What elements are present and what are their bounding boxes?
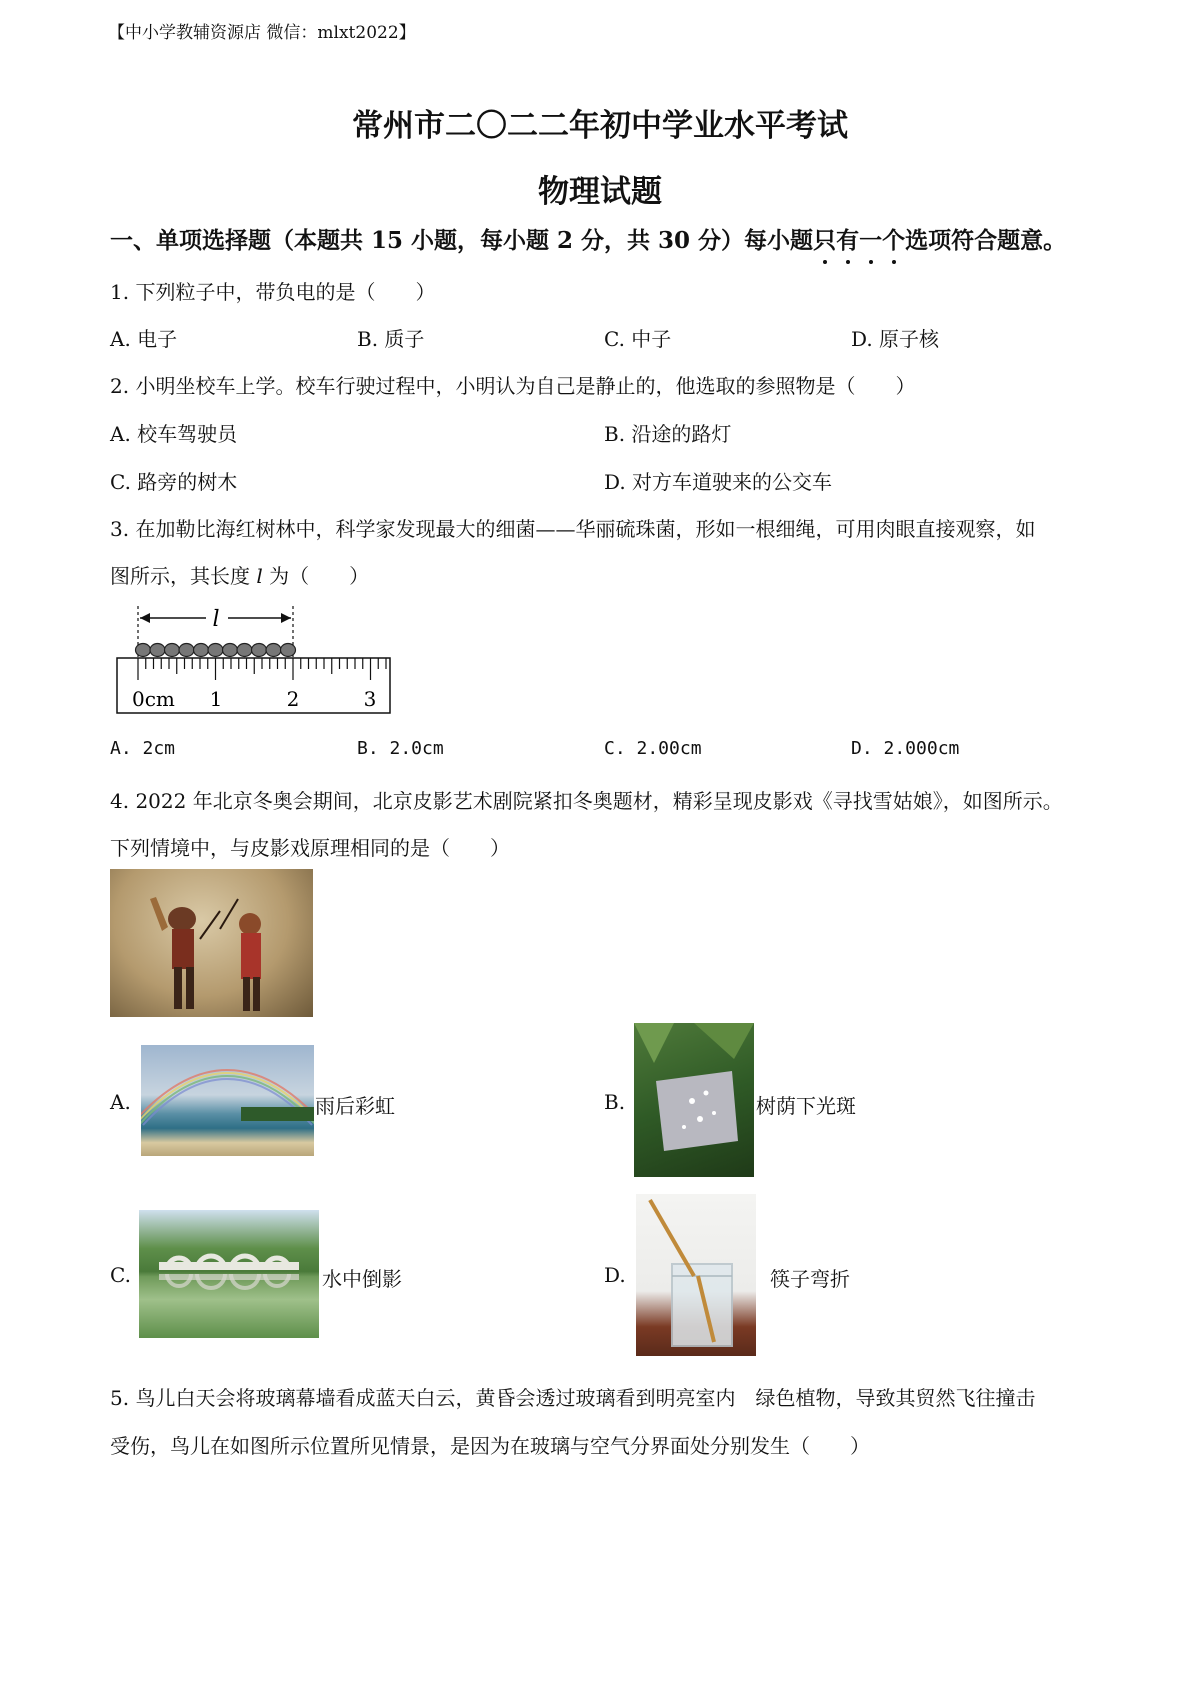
tick-label-3: 3 — [363, 687, 377, 711]
shadow-puppet-photo — [110, 869, 313, 1017]
q3-stem-line2 — [110, 560, 369, 589]
exam-title: 常州市二〇二二年初中学业水平考试 — [352, 108, 848, 144]
q3-option-d: D. 2.000cm — [851, 738, 960, 759]
q2-stem: 2. 小明坐校车上学。校车行驶过程中，小明认为自己是静止的，他选取的参照物是（ ） — [110, 374, 916, 398]
ruler-figure — [110, 600, 400, 720]
tick-label-0: 0cm — [132, 687, 175, 711]
q1-option-b: B. 质子 — [357, 327, 425, 351]
q2-option-b: B. 沿途的路灯 — [604, 422, 732, 446]
bridge-reflection-photo — [139, 1210, 319, 1338]
tick-label-1: 1 — [209, 687, 223, 711]
q3-stem-text: 为（ ） — [262, 564, 370, 588]
q2-option-d: D. 对方车道驶来的公交车 — [604, 470, 833, 494]
bent-chopstick-photo — [636, 1194, 756, 1356]
light-spots-photo — [634, 1023, 754, 1177]
q4-option-c-letter: C. — [110, 1263, 131, 1287]
q3-option-b: B. 2.0cm — [357, 738, 444, 759]
bacterium-cell — [237, 644, 252, 657]
length-label: l — [212, 607, 220, 632]
q2-option-c: C. 路旁的树木 — [110, 470, 238, 494]
q1-option-c: C. 中子 — [604, 327, 672, 351]
resource-header: 【中小学教辅资源店 微信：mlxt2022】 — [108, 23, 416, 43]
q4-option-a-caption: 雨后彩虹 — [315, 1094, 395, 1118]
exam-subtitle: 物理试题 — [538, 174, 662, 210]
bacterium-cell — [136, 644, 151, 657]
emphasis-char: 个 — [882, 222, 905, 255]
q1-option-d: D. 原子核 — [851, 327, 940, 351]
section-suffix: 选项符合题意。 — [905, 227, 1067, 254]
emphasis-char: 只 — [813, 222, 836, 255]
bacterium-cell — [266, 644, 281, 657]
bacterium-cell — [194, 644, 209, 657]
q4-option-d-letter: D. — [604, 1263, 626, 1287]
tick-label-2: 2 — [286, 687, 300, 711]
emphasis-char: 一 — [859, 222, 882, 255]
q2-option-a: A. 校车驾驶员 — [110, 422, 238, 446]
section-heading — [110, 222, 1066, 255]
bacterium-cell — [281, 644, 296, 657]
q1-stem: 1. 下列粒子中，带负电的是（ ） — [110, 280, 436, 304]
bacterium-cell — [179, 644, 194, 657]
q5-stem-line2: 受伤，鸟儿在如图所示位置所见情景，是因为在玻璃与空气分界面处分别发生（ ） — [110, 1434, 870, 1458]
q3-length-var: l — [256, 564, 263, 588]
emphasis-char: 有 — [836, 222, 859, 255]
q1-option-a: A. 电子 — [110, 327, 178, 351]
bacterium-cell — [252, 644, 267, 657]
q4-option-a-letter: A. — [110, 1090, 131, 1114]
q5-stem-line1: 5. 鸟儿白天会将玻璃幕墙看成蓝天白云，黄昏会透过玻璃看到明亮室内 绿色植物，导致其贸然飞往撞击 — [110, 1386, 1036, 1410]
q3-option-c: C. 2.00cm — [604, 738, 702, 759]
bacterium-cell — [165, 644, 180, 657]
q4-stem-line1: 4. 2022 年北京冬奥会期间，北京皮影艺术剧院紧扣冬奥题材，精彩呈现皮影戏《寻找雪姑娘》，如图所示。 — [110, 789, 1063, 813]
q4-stem-line2: 下列情境中，与皮影戏原理相同的是（ ） — [110, 836, 510, 860]
bacterium-cell — [150, 644, 165, 657]
section-prefix: 一、单项选择题（本题共 15 小题，每小题 2 分，共 30 分）每小题 — [110, 227, 814, 254]
q3-stem-line1: 3. 在加勒比海红树林中，科学家发现最大的细菌——华丽硫珠菌，形如一根细绳，可用肉眼直接观察，如 — [110, 517, 1036, 541]
q4-option-d-caption: 筷子弯折 — [770, 1267, 850, 1291]
bacterium-cell — [223, 644, 238, 657]
q3-stem-text: 图所示，其长度 — [110, 564, 257, 588]
q4-option-c-caption: 水中倒影 — [322, 1267, 402, 1291]
rainbow-photo — [141, 1045, 314, 1156]
q3-option-a: A. 2cm — [110, 738, 176, 759]
q4-option-b-caption: 树荫下光斑 — [756, 1094, 856, 1118]
bacterium-cell — [208, 644, 223, 657]
bacterium-chain — [136, 644, 296, 657]
ruler-ticks — [138, 658, 386, 680]
q4-option-b-letter: B. — [604, 1090, 626, 1114]
